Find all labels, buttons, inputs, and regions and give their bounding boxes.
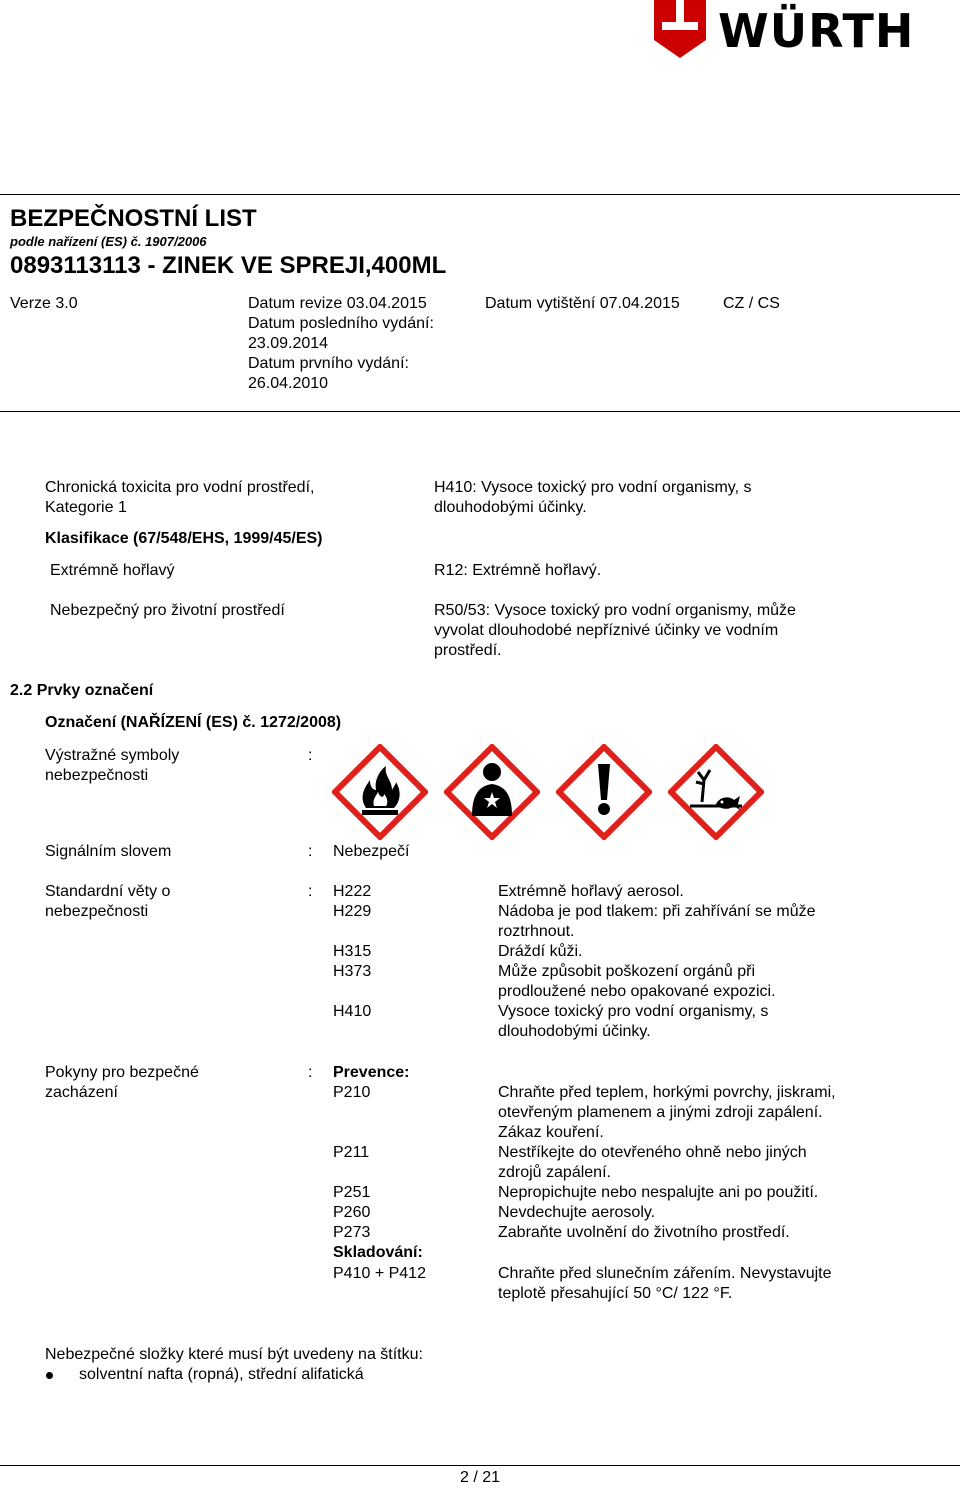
hazard-code: H222 (333, 883, 372, 900)
page-number: 2 / 21 (459, 1469, 501, 1486)
precautions-colon: : (308, 1064, 313, 1081)
locale: CZ / CS (723, 295, 780, 312)
precaution-text: Nepropichujte nebo nespalujte ani po použití. (498, 1184, 819, 1201)
hazard-text: Vysoce toxický pro vodní organismy, s dlouhodobými účinky. (498, 1003, 769, 1040)
precaution-text: Zabraňte uvolnění do životního prostředí. (498, 1224, 790, 1241)
signal-word-label: Signálním slovem (45, 843, 172, 860)
old-classification-heading: Klasifikace (67/548/EHS, 1999/45/ES) (45, 530, 323, 547)
hazard-text: Nádoba je pod tlakem: při zahřívání se může roztrhnout. (498, 903, 816, 940)
environment-value: R50/53: Vysoce toxický pro vodní organismy, může vyvolat dlouhodobé nepříznivé účinky ve vodním prostředí. (434, 602, 796, 659)
chronic-tox-value: H410: Vysoce toxický pro vodní organismy, s dlouhodobými účinky. (434, 479, 752, 516)
component-item: solventní nafta (ropná), střední alifatická (79, 1366, 364, 1383)
flammable-value: R12: Extrémně hořlavý. (434, 562, 602, 579)
precaution-code: P251 (333, 1184, 371, 1201)
health-hazard-icon (444, 744, 540, 840)
hazard-text: Dráždí kůži. (498, 943, 583, 960)
pictograms-colon: : (308, 747, 313, 764)
environment-icon (668, 744, 764, 840)
regulation-reference: podle nařízení (ES) č. 1907/2006 (10, 234, 207, 249)
components-heading: Nebezpečné složky které musí být uvedeny na štítku: (45, 1346, 423, 1363)
hazard-text: Může způsobit poškození orgánů při prodloužené nebo opakované expozici. (498, 963, 776, 1000)
flame-icon (332, 744, 428, 840)
last-issue-label: Datum posledního vydání: (248, 315, 434, 332)
hazard-code: H315 (333, 943, 372, 960)
hazard-code: H229 (333, 903, 372, 920)
precaution-text: Chraňte před slunečním zářením. Nevystavujte teplotě přesahující 50 °C/ 122 °F. (498, 1265, 832, 1302)
hazard-statements-colon: : (308, 883, 313, 900)
precaution-code: P211 (333, 1144, 370, 1161)
last-issue-date: 23.09.2014 (248, 335, 329, 352)
version: Verze 3.0 (10, 295, 78, 312)
pictograms-label: Výstražné symboly nebezpečnosti (45, 747, 180, 784)
precaution-code: P273 (333, 1224, 371, 1241)
document-title: BEZPEČNOSTNÍ LIST (10, 205, 257, 232)
company-logo (650, 0, 960, 62)
bullet-icon (46, 1372, 53, 1379)
precaution-code: P260 (333, 1204, 371, 1221)
product-name: 0893113113 - ZINEK VE SPREJI,400ML (10, 252, 447, 279)
precaution-text: Chraňte před teplem, horkými povrchy, jiskrami, otevřeným plamenem a jinými zdroji zapálení. Zákaz kouření. (498, 1084, 836, 1141)
precaution-text: Nestříkejte do otevřeného ohně nebo jiných zdrojů zapálení. (498, 1144, 807, 1181)
chronic-tox-label: Chronická toxicita pro vodní prostředí, Kategorie 1 (45, 479, 315, 516)
hazard-statements-label: Standardní věty o nebezpečnosti (45, 883, 171, 920)
hazard-code: H410 (333, 1003, 372, 1020)
first-issue-label: Datum prvního vydání: (248, 355, 409, 372)
labelling-subheading: Označení (NAŘÍZENÍ (ES) č. 1272/2008) (45, 714, 342, 731)
first-issue-date: 26.04.2010 (248, 375, 329, 392)
flammable-label: Extrémně hořlavý (50, 562, 175, 579)
signal-word-value: Nebezpečí (333, 843, 410, 860)
hazard-code: H373 (333, 963, 372, 980)
section-heading: 2.2 Prvky označení (10, 682, 154, 699)
hazard-text: Extrémně hořlavý aerosol. (498, 883, 684, 900)
precautions-label: Pokyny pro bezpečné zacházení (45, 1064, 199, 1101)
exclamation-icon (556, 744, 652, 840)
prevention-heading: Prevence: (333, 1064, 410, 1081)
environment-label: Nebezpečný pro životní prostředí (50, 602, 285, 619)
logo-brand-text: WÜRTH (718, 4, 915, 58)
precaution-code: P410 + P412 (333, 1265, 426, 1282)
precaution-text: Nevdechujte aerosoly. (498, 1204, 656, 1221)
precaution-code: P210 (333, 1084, 371, 1101)
print-date: Datum vytištění 07.04.2015 (485, 295, 680, 312)
signal-word-colon: : (308, 843, 313, 860)
storage-heading: Skladování: (333, 1244, 423, 1261)
revision-date: Datum revize 03.04.2015 (248, 295, 427, 312)
